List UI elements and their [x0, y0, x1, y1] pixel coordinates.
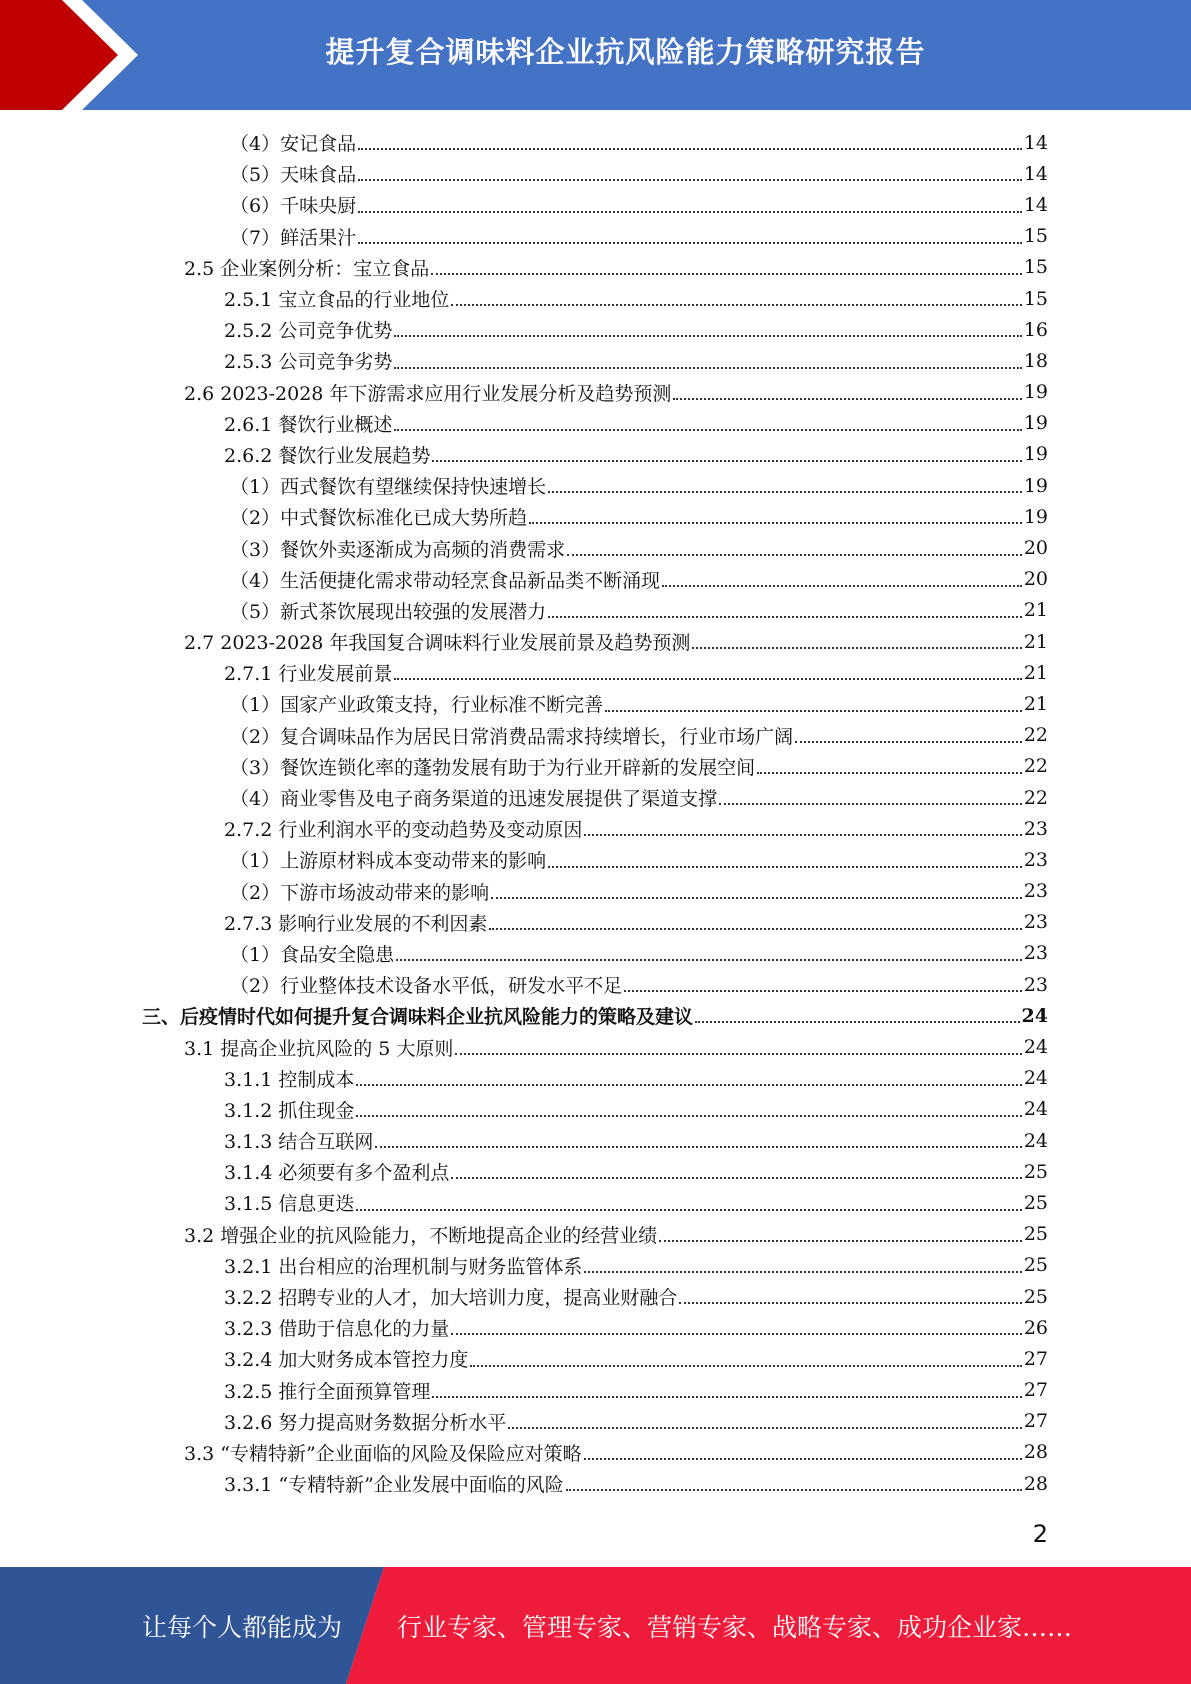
toc-entry-label: （5）新式茶饮展现出较强的发展潜力 — [230, 600, 547, 623]
toc-entry-label: （2）中式餐饮标准化已成大势所趋 — [230, 507, 528, 530]
toc-entry-page: 16 — [1023, 318, 1048, 341]
toc-entry-page: 23 — [1023, 817, 1048, 840]
toc-dot-leader — [662, 584, 1022, 587]
footer-slogan-right: 行业专家、管理专家、营销专家、战略专家、成功企业家…… — [397, 1612, 1073, 1642]
toc-dot-leader — [757, 771, 1022, 774]
toc-entry-page: 19 — [1023, 474, 1048, 497]
toc-dot-leader — [548, 865, 1022, 868]
toc-entry-label: （1）国家产业政策支持，行业标准不断完善 — [230, 694, 604, 717]
toc-entry[interactable] — [0, 595, 1191, 626]
toc-entry[interactable] — [0, 813, 1191, 844]
page-header — [0, 0, 1191, 110]
toc-dot-leader — [358, 210, 1022, 213]
toc-dot-leader — [605, 709, 1022, 712]
toc-entry-label: 三、后疫情时代如何提升复合调味料企业抗风险能力的策略及建议 — [142, 1006, 694, 1029]
toc-dot-leader — [358, 178, 1022, 181]
page-footer — [0, 1567, 1191, 1684]
toc-entry[interactable] — [0, 1406, 1191, 1437]
toc-entry[interactable] — [0, 127, 1191, 158]
toc-entry-label: （1）西式餐饮有望继续保持快速增长 — [230, 476, 547, 499]
toc-entry-page: 15 — [1023, 287, 1048, 310]
toc-entry-label: （4）生活便捷化需求带动轻烹食品新品类不断涌现 — [230, 569, 661, 592]
toc-dot-leader — [455, 1052, 1021, 1055]
toc-entry-page: 19 — [1023, 381, 1048, 404]
toc-dot-leader — [692, 646, 1021, 649]
toc-entry-page: 14 — [1023, 162, 1048, 185]
toc-entry[interactable] — [0, 1437, 1191, 1468]
toc-entry-label: 3.1.2 抓住现金 — [224, 1099, 355, 1122]
toc-entry-label: 3.2.1 出台相应的治理机制与财务监管体系 — [224, 1255, 583, 1278]
toc-dot-leader — [356, 1083, 1021, 1086]
toc-entry-label: （4）安记食品 — [230, 133, 357, 156]
toc-dot-leader — [432, 459, 1021, 462]
toc-entry-label: 2.5 企业案例分析：宝立食品 — [184, 257, 430, 280]
toc-entry-label: 2.6.1 餐饮行业概述 — [224, 413, 393, 436]
toc-dot-leader — [624, 989, 1022, 992]
toc-entry[interactable] — [0, 1187, 1191, 1218]
toc-entry[interactable] — [0, 1250, 1191, 1281]
toc-entry-page: 25 — [1023, 1254, 1048, 1277]
toc-entry-page: 27 — [1023, 1379, 1048, 1402]
toc-entry-label: 2.7.1 行业发展前景 — [224, 663, 393, 686]
toc-entry-label: 2.5.3 公司竞争劣势 — [224, 351, 393, 374]
toc-entry[interactable] — [0, 626, 1191, 657]
toc-entry[interactable] — [0, 1000, 1191, 1031]
toc-entry-page: 14 — [1023, 131, 1048, 154]
toc-entry-label: （2）下游市场波动带来的影响 — [230, 881, 490, 904]
toc-entry-label: 2.7.3 影响行业发展的不利因素 — [224, 912, 488, 935]
toc-dot-leader — [431, 272, 1022, 275]
toc-entry-page: 28 — [1023, 1441, 1048, 1464]
toc-entry[interactable] — [0, 1468, 1191, 1499]
toc-dot-leader — [584, 833, 1021, 836]
toc-entry-page: 20 — [1023, 537, 1048, 560]
toc-entry[interactable] — [0, 782, 1191, 813]
toc-entry-page: 24 — [1023, 1129, 1048, 1152]
toc-entry[interactable] — [0, 501, 1191, 532]
toc-entry-page: 19 — [1023, 443, 1048, 466]
toc-dot-leader — [679, 1301, 1021, 1304]
toc-entry-page: 23 — [1023, 973, 1048, 996]
toc-dot-leader — [396, 958, 1022, 961]
toc-entry-label: 3.2.4 加大财务成本管控力度 — [224, 1349, 469, 1372]
toc-entry-page: 28 — [1023, 1472, 1048, 1495]
toc-entry[interactable] — [0, 189, 1191, 220]
toc-entry-page: 25 — [1023, 1223, 1048, 1246]
toc-entry-page: 25 — [1023, 1191, 1048, 1214]
toc-entry[interactable] — [0, 1125, 1191, 1156]
toc-entry-page: 22 — [1023, 755, 1048, 778]
toc-entry-page: 24 — [1021, 1004, 1048, 1027]
toc-entry[interactable] — [0, 470, 1191, 501]
toc-dot-leader — [470, 1364, 1021, 1367]
toc-entry-label: 2.7.2 行业利润水平的变动趋势及变动原因 — [224, 819, 583, 842]
toc-dot-leader — [795, 740, 1022, 743]
toc-dot-leader — [394, 366, 1021, 369]
toc-entry-page: 24 — [1023, 1098, 1048, 1121]
toc-entry[interactable] — [0, 1156, 1191, 1187]
toc-entry[interactable] — [0, 969, 1191, 1000]
toc-dot-leader — [451, 1332, 1021, 1335]
toc-entry-page: 23 — [1023, 880, 1048, 903]
toc-entry-page: 19 — [1023, 412, 1048, 435]
toc-dot-leader — [394, 677, 1021, 680]
toc-entry-label: （3）餐饮连锁化率的蓬勃发展有助于为行业开辟新的发展空间 — [230, 756, 756, 779]
toc-entry[interactable] — [0, 1375, 1191, 1406]
toc-entry-label: （5）天味食品 — [230, 164, 357, 187]
toc-dot-leader — [529, 521, 1022, 524]
toc-entry-label: 3.1.3 结合互联网 — [224, 1131, 374, 1154]
toc-dot-leader — [489, 927, 1021, 930]
toc-entry-label: （2）行业整体技术设备水平低，研发水平不足 — [230, 975, 623, 998]
toc-entry-page: 14 — [1023, 193, 1048, 216]
toc-dot-leader — [567, 553, 1022, 556]
toc-dot-leader — [548, 615, 1022, 618]
toc-entry[interactable] — [0, 345, 1191, 376]
header-arrow-icon — [0, 0, 160, 110]
toc-entry-label: 3.2.5 推行全面预算管理 — [224, 1380, 431, 1403]
toc-entry-page: 23 — [1023, 942, 1048, 965]
toc-entry[interactable] — [0, 751, 1191, 782]
toc-entry-label: 3.2.3 借助于信息化的力量 — [224, 1318, 450, 1341]
toc-entry-page: 25 — [1023, 1285, 1048, 1308]
toc-dot-leader — [584, 1457, 1022, 1460]
toc-entry-page: 15 — [1023, 225, 1048, 248]
toc-entry-label: （4）商业零售及电子商务渠道的迅速发展提供了渠道支撑 — [230, 788, 718, 811]
toc-dot-leader — [394, 334, 1021, 337]
toc-entry[interactable] — [0, 314, 1191, 345]
toc-entry-page: 21 — [1023, 692, 1048, 715]
toc-entry-label: 3.3.1 “专精特新”企业发展中面临的风险 — [224, 1474, 564, 1497]
footer-slogan-left: 让每个人都能成为 — [142, 1612, 343, 1642]
toc-dot-leader — [491, 896, 1022, 899]
toc-entry[interactable] — [0, 907, 1191, 938]
toc-dot-leader — [451, 303, 1021, 306]
toc-entry[interactable] — [0, 1063, 1191, 1094]
toc-dot-leader — [695, 1020, 1020, 1023]
toc-entry[interactable] — [0, 1312, 1191, 1343]
toc-entry[interactable] — [0, 377, 1191, 408]
toc-dot-leader — [394, 428, 1021, 431]
toc-entry[interactable] — [0, 1343, 1191, 1374]
toc-entry-page: 15 — [1023, 256, 1048, 279]
toc-dot-leader — [508, 1426, 1021, 1429]
toc-dot-leader — [358, 241, 1022, 244]
toc-dot-leader — [375, 1145, 1021, 1148]
toc-dot-leader — [356, 1114, 1021, 1117]
toc-dot-leader — [548, 490, 1022, 493]
toc-entry[interactable] — [0, 876, 1191, 907]
toc-entry[interactable] — [0, 688, 1191, 719]
toc-entry-label: （3）餐饮外卖逐渐成为高频的消费需求 — [230, 538, 566, 561]
toc-entry-label: 3.1.1 控制成本 — [224, 1068, 355, 1091]
toc-dot-leader — [566, 1488, 1022, 1491]
toc-entry-label: （1）上游原材料成本变动带来的影响 — [230, 850, 547, 873]
toc-entry-label: 2.7 2023-2028 年我国复合调味料行业发展前景及趋势预测 — [184, 632, 691, 655]
toc-entry-page: 21 — [1023, 630, 1048, 653]
toc-entry-label: 3.2.6 努力提高财务数据分析水平 — [224, 1411, 507, 1434]
toc-entry-label: 3.2.2 招聘专业的人才，加大培训力度，提高业财融合 — [224, 1287, 678, 1310]
toc-entry[interactable] — [0, 1219, 1191, 1250]
toc-entry-label: 2.5.1 宝立食品的行业地位 — [224, 289, 450, 312]
toc-entry-page: 21 — [1023, 599, 1048, 622]
toc-dot-leader — [673, 397, 1021, 400]
toc-dot-leader — [358, 147, 1022, 150]
toc-entry[interactable] — [0, 1094, 1191, 1125]
toc-dot-leader — [584, 1270, 1021, 1273]
toc-entry[interactable] — [0, 283, 1191, 314]
toc-entry-page: 24 — [1023, 1067, 1048, 1090]
toc-entry-page: 22 — [1023, 786, 1048, 809]
toc-dot-leader — [451, 1176, 1021, 1179]
toc-dot-leader — [356, 1208, 1021, 1211]
toc-entry[interactable] — [0, 252, 1191, 283]
toc-entry[interactable] — [0, 844, 1191, 875]
toc-entry[interactable] — [0, 221, 1191, 252]
toc-entry-label: 3.3 “专精特新”企业面临的风险及保险应对策略 — [184, 1442, 582, 1465]
toc-entry-label: （6）千味央厨 — [230, 195, 357, 218]
toc-entry-label: （1）食品安全隐患 — [230, 943, 395, 966]
toc-entry[interactable] — [0, 938, 1191, 969]
toc-entry[interactable] — [0, 408, 1191, 439]
toc-entry[interactable] — [0, 158, 1191, 189]
toc-entry[interactable] — [0, 657, 1191, 688]
toc-dot-leader — [659, 1239, 1022, 1242]
toc-entry-page: 20 — [1023, 568, 1048, 591]
toc-entry-page: 23 — [1023, 848, 1048, 871]
toc-entry[interactable] — [0, 532, 1191, 563]
toc-entry-page: 25 — [1023, 1160, 1048, 1183]
toc-entry[interactable] — [0, 720, 1191, 751]
toc-entry-label: 2.6.2 餐饮行业发展趋势 — [224, 444, 431, 467]
toc-entry-label: （2）复合调味品作为居民日常消费品需求持续增长，行业市场广阔 — [230, 725, 794, 748]
toc-entry-label: 2.6 2023-2028 年下游需求应用行业发展分析及趋势预测 — [184, 382, 672, 405]
toc-entry-page: 23 — [1023, 911, 1048, 934]
header-title: 提升复合调味料企业抗风险能力策略研究报告 — [325, 34, 926, 69]
toc-dot-leader — [432, 1395, 1021, 1398]
toc-entry-page: 19 — [1023, 505, 1048, 528]
toc-entry-label: （7）鲜活果汁 — [230, 226, 357, 249]
toc-entry-label: 3.1.4 必须要有多个盈利点 — [224, 1162, 450, 1185]
toc-entry-page: 18 — [1023, 349, 1048, 372]
toc-entry-label: 3.1.5 信息更迭 — [224, 1193, 355, 1216]
toc-entry-label: 3.1 提高企业抗风险的 5 大原则 — [184, 1037, 454, 1060]
table-of-contents — [0, 127, 1191, 1499]
toc-entry-page: 24 — [1023, 1036, 1048, 1059]
toc-entry-page: 27 — [1023, 1347, 1048, 1370]
toc-entry-page: 22 — [1023, 724, 1048, 747]
toc-entry[interactable] — [0, 1031, 1191, 1062]
toc-entry-page: 26 — [1023, 1316, 1048, 1339]
toc-entry-label: 3.2 增强企业的抗风险能力，不断地提高企业的经营业绩 — [184, 1224, 658, 1247]
page-number: 2 — [1032, 1520, 1048, 1548]
toc-entry[interactable] — [0, 1281, 1191, 1312]
toc-entry[interactable] — [0, 439, 1191, 470]
toc-entry[interactable] — [0, 564, 1191, 595]
toc-entry-label: 2.5.2 公司竞争优势 — [224, 320, 393, 343]
toc-entry-page: 27 — [1023, 1410, 1048, 1433]
toc-dot-leader — [719, 802, 1022, 805]
toc-entry-page: 21 — [1023, 661, 1048, 684]
